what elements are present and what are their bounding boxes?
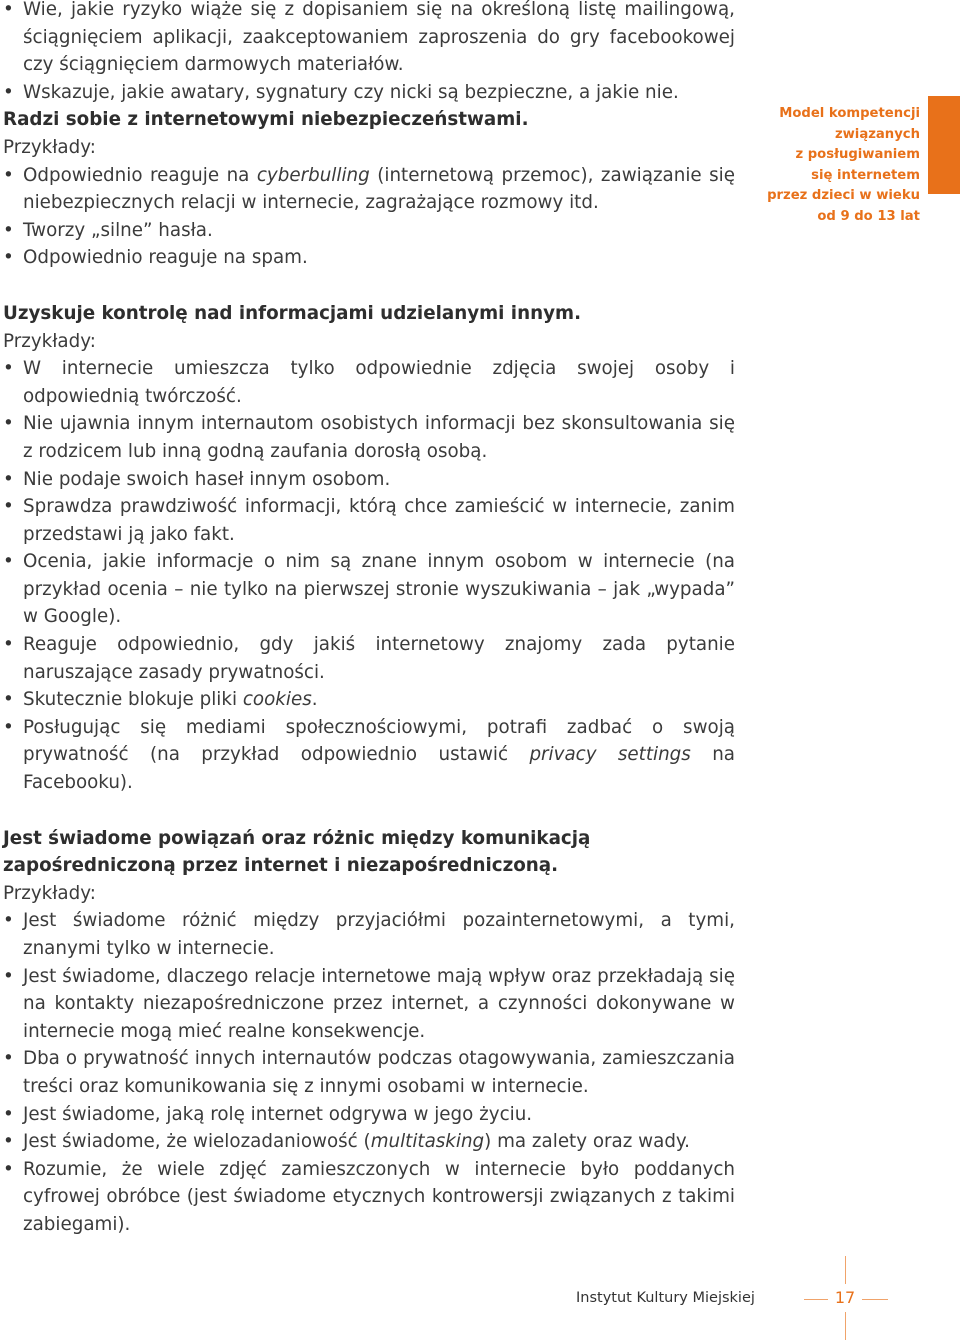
bullet-text: Odpowiednio reaguje na spam. xyxy=(23,247,308,269)
bullet-text: Jest świadome różnić między przyjaciółmi pozainternetowymi, a tymi, znanymi tylko w internecie. xyxy=(23,910,735,959)
list-item xyxy=(3,548,735,631)
list-item xyxy=(3,963,735,1046)
bullet-text: . xyxy=(311,689,318,711)
bullet-text: Skutecznie blokuje pliki xyxy=(23,689,243,711)
sidebar-caption-line: przez dzieci w wieku xyxy=(767,188,920,204)
list-item xyxy=(3,217,735,245)
list-item xyxy=(3,686,735,714)
sections-container xyxy=(3,106,735,1238)
bullet-text: Jest świadome, dlaczego relacje internetowe mają wpływ oraz przekładają się na kontakty niezapośredniczone przez internet, a czynności dokonywane w internecie mogą mieć realne konsekwencje. xyxy=(23,965,735,1042)
bullet-text: Jest świadome, jaką rolę internet odgrywa w jego życiu. xyxy=(23,1103,533,1125)
bullet-text: Posługując się mediami społecznościowymi, potrafi zadbać o swoją prywatność (na przykład odpowiednio ustawić xyxy=(23,716,735,766)
bullet-text: Nie podaje swoich haseł innym osobom. xyxy=(23,468,391,490)
section-heading: Jest świadome powiązań oraz różnic między komunikacją zapośredniczoną przez internet i niezapośredniczoną. xyxy=(3,827,591,877)
footer-rule-left xyxy=(804,1299,828,1300)
bullet-text: Sprawdza prawdziwość informacji, którą chce zamieścić w internecie, zanim przedstawi ją jako fakt. xyxy=(23,496,735,545)
sidebar-caption-line: związanych xyxy=(834,126,920,142)
list-item xyxy=(3,493,735,548)
examples-label: Przykłady: xyxy=(3,136,96,158)
bullet-list xyxy=(3,355,735,797)
bullet-text-italic: cyberbulling xyxy=(256,164,370,186)
footer-rule-right xyxy=(862,1299,888,1300)
sidebar-caption-line: z posługiwaniem xyxy=(795,147,920,163)
footer-rule-vertical-top xyxy=(845,1256,846,1284)
bullet-text: Tworzy „silne” hasła. xyxy=(23,219,213,241)
bullet-text: Wskazuje, jakie awatary, sygnatury czy nicki są bezpieczne, a jakie nie. xyxy=(23,81,679,103)
bullet-text: Reaguje odpowiednio, gdy jakiś internetowy znajomy zada pytanie naruszające zasady prywatności. xyxy=(23,634,735,683)
bullet-text-italic: cookies xyxy=(242,689,312,711)
competency-section xyxy=(3,825,735,1239)
list-item xyxy=(3,714,735,797)
footer-institute-name: Instytut Kultury Miejskiej xyxy=(576,1290,755,1306)
list-item xyxy=(3,907,735,962)
list-item xyxy=(3,1156,735,1239)
examples-label: Przykłady: xyxy=(3,330,96,352)
intro-bullet-list xyxy=(3,0,735,106)
bullet-text: W internecie umieszcza tylko odpowiednie zdjęcia swojej osoby i odpowiednią twórczość. xyxy=(23,358,735,407)
list-item xyxy=(3,244,735,272)
list-item xyxy=(3,0,735,79)
bullet-list xyxy=(3,907,735,1238)
bullet-text: ) ma zalety oraz wady. xyxy=(484,1131,690,1153)
list-item xyxy=(3,466,735,494)
section-heading: Uzyskuje kontrolę nad informacjami udzielanymi innym. xyxy=(3,302,582,324)
sidebar-caption-line: od 9 do 13 lat xyxy=(817,208,920,224)
bullet-text-italic: privacy settings xyxy=(529,744,691,766)
bullet-text: Wie, jakie ryzyko wiąże się z dopisaniem się na określoną listę mailingową, ściągnięciem aplikacji, zaakceptowaniem zaproszenia do gry facebookowej czy ściągnięciem darmowych materiałów. xyxy=(23,0,735,76)
intro-continuation xyxy=(3,0,735,106)
bullet-text: Odpowiednio reaguje na xyxy=(23,164,257,186)
bullet-text: Rozumie, że wiele zdjęć zamieszczonych w internecie było poddanych cyfrowej obróbce (jest świadome etycznych kontrowersji związanych z takimi zabiegami). xyxy=(23,1158,735,1235)
list-item xyxy=(3,410,735,465)
list-item xyxy=(3,1045,735,1100)
bullet-text: na Facebooku). xyxy=(23,744,735,794)
bullet-text: (internetową przemoc), zawiązanie się niebezpiecznych relacji w internecie, zagrażające rozmowy itd. xyxy=(23,164,735,214)
sidebar-accent-bar xyxy=(928,96,960,194)
bullet-text: Ocenia, jakie informacje o nim są znane innym osobom w internecie (na przykład ocenia – nie tylko na pierwszej stronie wyszukiwania – jak „wypada” w Google). xyxy=(23,551,735,628)
section-heading: Radzi sobie z internetowymi niebezpieczeństwami. xyxy=(3,109,529,131)
footer-rule-vertical-bottom xyxy=(845,1312,846,1340)
bullet-text: Jest świadome, że wielozadaniowość ( xyxy=(23,1131,371,1153)
bullet-text: Nie ujawnia innym internautom osobistych informacji bez skonsultowania się z rodzicem lub inną godną zaufania dorosłą osobą. xyxy=(23,413,735,462)
bullet-list xyxy=(3,162,735,272)
bullet-text: Dba o prywatność innych internautów podczas otagowywania, zamieszczania treści oraz komunikowania się z innymi osobami w internecie. xyxy=(23,1048,735,1097)
competency-section xyxy=(3,300,735,797)
bullet-text-italic: multitasking xyxy=(370,1131,485,1153)
sidebar-caption-line: Model kompetencji xyxy=(779,106,920,121)
sidebar-caption-line: się internetem xyxy=(811,167,920,183)
sidebar-caption xyxy=(760,104,920,228)
list-item xyxy=(3,1101,735,1129)
list-item xyxy=(3,355,735,410)
list-item xyxy=(3,631,735,686)
list-item xyxy=(3,162,735,217)
competency-section xyxy=(3,106,735,272)
list-item xyxy=(3,79,735,107)
examples-label: Przykłady: xyxy=(3,882,96,904)
page-body xyxy=(3,0,735,1239)
list-item xyxy=(3,1128,735,1156)
page-number: 17 xyxy=(834,1288,856,1307)
